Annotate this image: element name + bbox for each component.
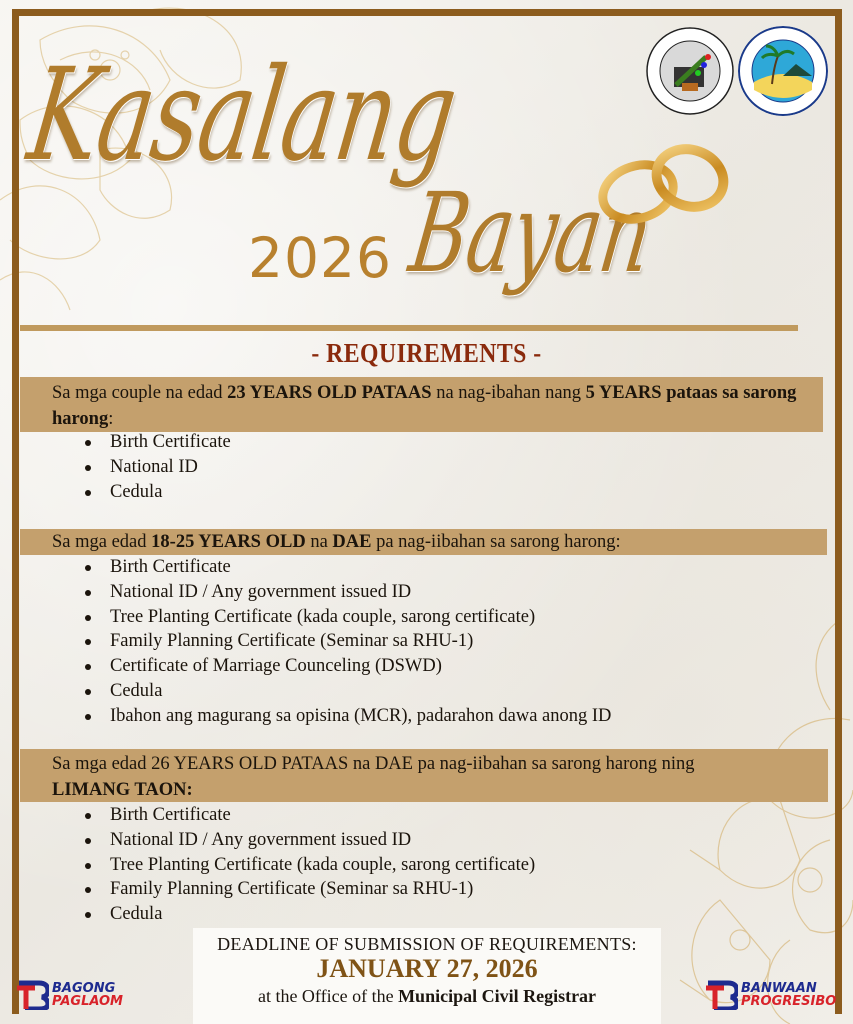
header-duration: LIMANG TAON: (52, 780, 193, 800)
list-item: Ibahon ang magurang sa opisina (MCR), padarahon dawa anong ID (80, 704, 611, 729)
list-item: Birth Certificate (80, 430, 231, 455)
banwaan-progresibo-logo (704, 980, 836, 1010)
bp-monogram-icon (15, 980, 49, 1010)
logo-line2: PAGLAOM (52, 994, 123, 1009)
requirement-group-header-2 (20, 529, 827, 555)
list-item: Family Planning Certificate (Seminar sa RHU-1) (80, 877, 535, 902)
logo-line2: PROGRESIBO (741, 994, 837, 1009)
deadline-heading: DEADLINE OF SUBMISSION OF REQUIREMENTS: (217, 934, 637, 954)
bp-monogram-icon (704, 980, 738, 1010)
title-kasalang: Kasalang (20, 41, 465, 190)
list-item: National ID / Any government issued ID (80, 580, 611, 605)
requirement-list-1 (80, 430, 231, 504)
header-age-range: 18-25 YEARS OLD (151, 532, 306, 552)
requirements-heading: - REQUIREMENTS - (311, 338, 542, 368)
title-bayan: Bayan (403, 169, 660, 297)
list-item: Tree Planting Certificate (kada couple, sarong certificate) (80, 605, 611, 630)
header-text: pa nag-iibahan sa sarong harong: (371, 532, 621, 552)
logo-line1: BANWAAN (741, 981, 817, 996)
header-cohabitation-duration: 5 YEARS pataas sa sarong harong (52, 383, 797, 429)
header-divider (20, 325, 798, 331)
requirement-list-3 (80, 803, 535, 927)
list-item: Family Planning Certificate (Seminar sa RHU-1) (80, 629, 611, 654)
wedding-rings-icon (590, 140, 750, 230)
list-item: Tree Planting Certificate (kada couple, sarong certificate) (80, 853, 535, 878)
list-item: National ID / Any government issued ID (80, 828, 535, 853)
deadline-box (193, 928, 661, 1024)
logo-line1: BAGONG (52, 981, 116, 996)
header-text: na (305, 532, 333, 552)
deadline-office (193, 983, 661, 1009)
list-item: Cedula (80, 480, 231, 505)
requirement-list-2 (80, 555, 611, 729)
office-name: Municipal Civil Registrar (398, 986, 597, 1006)
list-item: National ID (80, 455, 231, 480)
header-text: Sa mga edad 26 YEARS OLD PATAAS na DAE pa nag-iibahan sa sarong harong ning (52, 754, 695, 774)
header-age-range: 23 YEARS OLD PATAAS (227, 383, 432, 403)
list-item: Certificate of Marriage Counceling (DSWD) (80, 654, 611, 679)
list-item: Cedula (80, 902, 535, 927)
header-text: Sa mga couple na edad (52, 383, 228, 403)
title-year: 2026 (248, 226, 392, 290)
list-item: Birth Certificate (80, 555, 611, 580)
requirement-group-header-3 (20, 749, 828, 802)
office-prefix: at the Office of the (257, 986, 399, 1006)
list-item: Birth Certificate (80, 803, 535, 828)
header-text: na nag-ibahan nang (431, 383, 586, 403)
municipality-of-tinambac-seal-icon (738, 26, 828, 116)
header-text: Sa mga edad (52, 532, 152, 552)
municipal-civil-registrar-seal-icon (646, 27, 734, 115)
deadline-date: JANUARY 27, 2026 (316, 954, 538, 983)
list-item: Cedula (80, 679, 611, 704)
requirement-group-header-1 (20, 377, 823, 432)
header-status: DAE (332, 532, 372, 552)
header-text: : (108, 409, 114, 429)
bagong-paglaom-logo (15, 980, 123, 1010)
